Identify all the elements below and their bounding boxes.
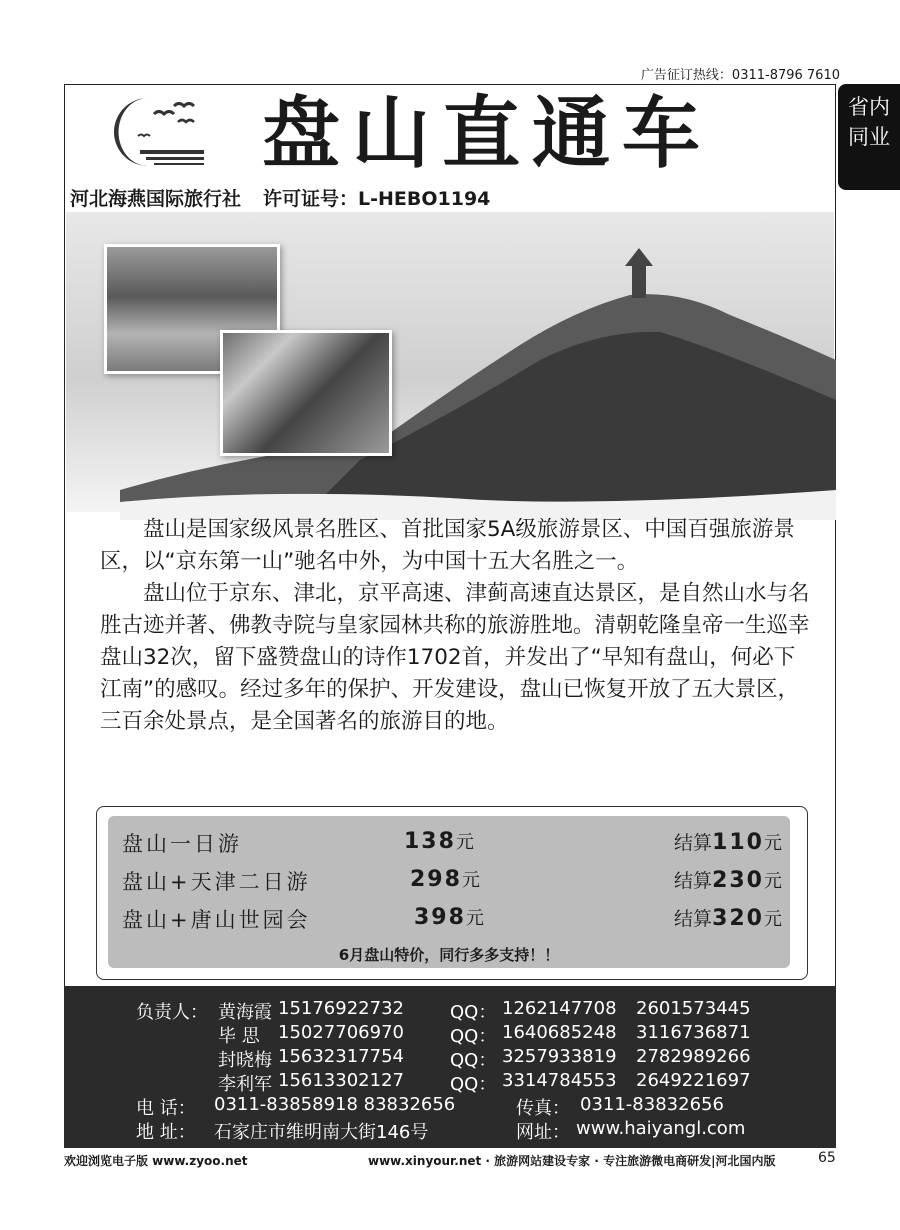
- contact-qq: 2601573445: [636, 998, 751, 1019]
- contact-qq: 3257933819: [502, 1046, 617, 1067]
- special-offer-note: 6月盘山特价，同行多多支持！！: [338, 946, 560, 964]
- tour-name: 盘山+唐山世园会: [122, 908, 311, 932]
- intro-text: [100, 514, 810, 738]
- contact-qq-label: QQ：: [450, 1050, 497, 1071]
- page-title: 盘山直通车: [262, 89, 713, 179]
- fax-number: 0311-83832656: [580, 1094, 724, 1115]
- intro-paragraph-1: 盘山是国家级风景名胜区、首批国家5A级旅游景区、中国百强旅游景区，以“京东第一山”驰名中外，为中国十五大名胜之一。: [100, 517, 795, 574]
- section-tab: [838, 84, 900, 190]
- price-row: [122, 866, 782, 900]
- contact-name: 封晓梅: [218, 1050, 272, 1071]
- pond-photo: [220, 330, 392, 456]
- contact-qq: 3314784553: [502, 1070, 617, 1091]
- footer-right: www.xinyour.net · 旅游网站建设专家 · 专注旅游微电商研发|河北国内版: [368, 1154, 776, 1168]
- agency-name: 河北海燕国际旅行社: [70, 188, 242, 210]
- page-number: 65: [818, 1150, 836, 1166]
- section-tab-line-1: 省内: [848, 95, 890, 119]
- contact-qq-label: QQ：: [450, 1074, 497, 1095]
- contact-qq: 1640685248: [502, 1022, 617, 1043]
- contact-qq-label: QQ：: [450, 1026, 497, 1047]
- address: 石家庄市维明南大街146号: [214, 1122, 429, 1143]
- settle-price: 结算110元: [674, 830, 782, 855]
- contact-name: 毕 思: [218, 1026, 260, 1047]
- contact-qq: 2649221697: [636, 1070, 751, 1091]
- agency-logo: [100, 92, 210, 174]
- contact-phone: 15613302127: [278, 1070, 404, 1091]
- contact-name: 黄海霞: [218, 1002, 272, 1023]
- agency-license: 许可证号：L-HEBO1194: [263, 188, 491, 210]
- office-phone: 0311-83858918 83832656: [214, 1094, 456, 1115]
- price-row: [122, 904, 782, 938]
- contact-label: 负责人：: [136, 1002, 208, 1023]
- phone-label: 电 话：: [136, 1098, 196, 1119]
- price-row: [122, 828, 782, 862]
- section-tab-line-2: 同业: [848, 125, 890, 149]
- tour-name: 盘山+天津二日游: [122, 870, 311, 894]
- agency-line: [70, 184, 512, 211]
- fax-label: 传真：: [516, 1098, 570, 1119]
- intro-paragraph-2: 盘山位于京东、津北，京平高速、津蓟高速直达景区，是自然山水与名胜古迹并著、佛教寺院与皇家园林共称的旅游胜地。清朝乾隆皇帝一生巡幸盘山32次，留下盛赞盘山的诗作1702首，并发出了“早知有盘山，何必下江南”的感叹。经过多年的保护、开发建设，盘山已恢复开放了五大景区，三百余处景点，是全国著名的旅游目的地。: [100, 581, 810, 734]
- contact-qq: 3116736871: [636, 1022, 751, 1043]
- tour-price: 138元: [404, 829, 474, 854]
- contact-phone: 15632317754: [278, 1046, 404, 1067]
- tour-price: 398元: [414, 905, 484, 930]
- tour-price: 298元: [410, 867, 480, 892]
- contact-phone: 15176922732: [278, 998, 404, 1019]
- address-label: 地 址：: [136, 1122, 196, 1143]
- ad-hotline: 广告征订热线：0311-8796 7610: [640, 68, 840, 83]
- contact-qq-label: QQ：: [450, 1002, 497, 1023]
- website-label: 网址：: [516, 1122, 570, 1143]
- contact-name: 李利军: [218, 1074, 272, 1095]
- contact-panel: [64, 986, 836, 1148]
- settle-price: 结算230元: [674, 868, 782, 893]
- tour-name: 盘山一日游: [122, 832, 242, 856]
- footer-left: 欢迎浏览电子版 www.zyoo.net: [64, 1154, 248, 1168]
- contact-phone: 15027706970: [278, 1022, 404, 1043]
- contact-qq: 2782989266: [636, 1046, 751, 1067]
- website-link[interactable]: www.haiyangl.com: [576, 1118, 746, 1139]
- contact-qq: 1262147708: [502, 998, 617, 1019]
- settle-price: 结算320元: [674, 906, 782, 931]
